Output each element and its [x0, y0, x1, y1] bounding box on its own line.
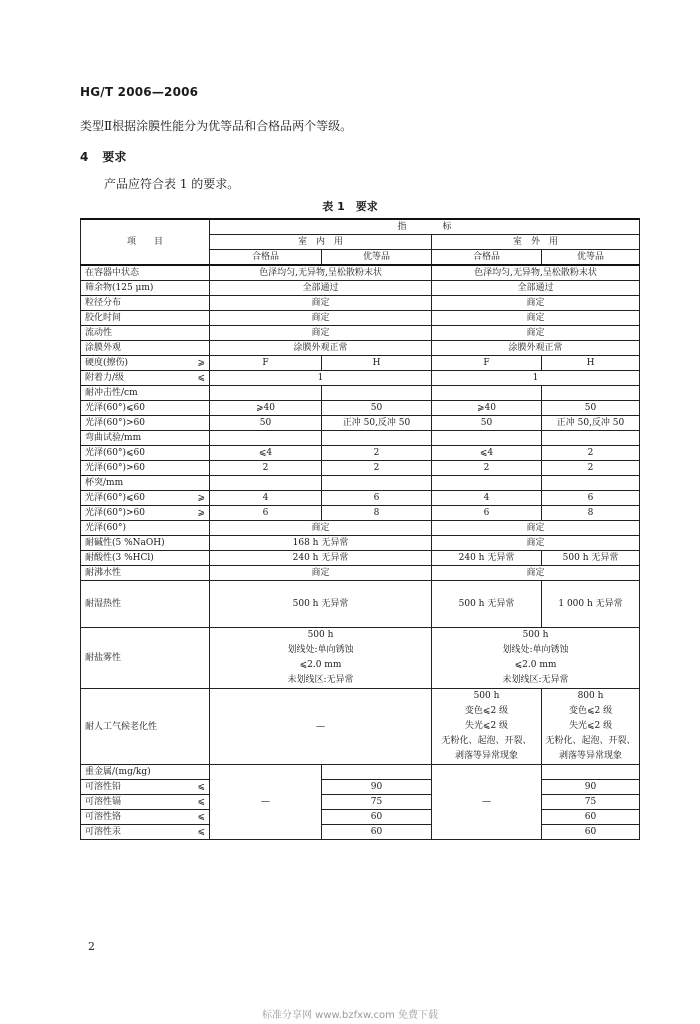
table-row [81, 401, 640, 416]
row-sublabel [81, 825, 210, 840]
row-label [81, 371, 210, 386]
cell: 50 [210, 416, 322, 431]
cell: 6 [322, 491, 432, 506]
row-label: 耐盐雾性 [81, 628, 210, 689]
cell: 涂膜外观正常 [432, 341, 640, 356]
cell [542, 476, 640, 491]
cell-line: 剥落等异常现象 [559, 751, 623, 761]
cell-line: 500 h [307, 630, 334, 640]
table-row [81, 326, 640, 341]
cell: 75 [322, 795, 432, 810]
cell [322, 476, 432, 491]
cell: 240 h 无异常 [432, 551, 542, 566]
row-label-text: 硬度(擦伤) [85, 358, 129, 368]
cell: 商定 [210, 296, 432, 311]
row-sublabel [81, 780, 210, 795]
cell: — [210, 689, 432, 765]
row-sublabel-text: 可溶性铬 [85, 812, 122, 822]
row-label: 耐冲击性/cm [81, 386, 210, 401]
le-symbol: ⩽ [197, 782, 205, 792]
cell: 商定 [210, 566, 432, 581]
cell: 2 [322, 461, 432, 476]
cell [432, 628, 640, 689]
row-label: 流动性 [81, 326, 210, 341]
cell: 1 000 h 无异常 [542, 581, 640, 628]
cell: 2 [542, 446, 640, 461]
cell [322, 386, 432, 401]
row-label: 耐碱性(5 %NaOH) [81, 536, 210, 551]
cell [210, 628, 432, 689]
cell: 60 [542, 825, 640, 840]
cell: F [210, 356, 322, 371]
table-row [81, 765, 640, 780]
cell: 168 h 无异常 [210, 536, 432, 551]
header-qualified: 合格品 [210, 250, 322, 266]
le-symbol: ⩽ [197, 827, 205, 837]
cell: 8 [542, 506, 640, 521]
requirements-table [80, 218, 640, 840]
table-row [81, 536, 640, 551]
cell-line: 未划线区:无异常 [502, 675, 569, 685]
cell [542, 689, 640, 765]
cell: 8 [322, 506, 432, 521]
ge-symbol: ⩾ [197, 358, 205, 368]
cell: 2 [542, 461, 640, 476]
row-label: 重金属/(mg/kg) [81, 765, 210, 780]
cell: 商定 [432, 311, 640, 326]
table-row [81, 566, 640, 581]
cell-line: 划线处:单向锈蚀 [287, 645, 354, 655]
cell: H [322, 356, 432, 371]
standard-number: HG/T 2006—2006 [80, 85, 199, 99]
cell [210, 386, 322, 401]
cell: 50 [542, 401, 640, 416]
ge-symbol: ⩾ [197, 508, 205, 518]
table-row [81, 628, 640, 689]
row-sublabel: 光泽(60°)>60 [81, 461, 210, 476]
table-row [81, 551, 640, 566]
cell-line: 变色⩽2 级 [568, 706, 613, 716]
row-label: 光泽(60°) [81, 521, 210, 536]
section-number: 4 [80, 150, 89, 164]
cell: 2 [432, 461, 542, 476]
table-row [81, 371, 640, 386]
cell-line: 800 h [577, 691, 604, 701]
table-row [81, 581, 640, 628]
header-superior: 优等品 [542, 250, 640, 266]
header-index: 指 标 [210, 219, 640, 235]
cell: 商定 [432, 521, 640, 536]
cell-line: ⩽2.0 mm [514, 660, 557, 670]
cell [322, 431, 432, 446]
row-label: 胶化时间 [81, 311, 210, 326]
row-label [81, 356, 210, 371]
row-sublabel [81, 506, 210, 521]
cell-line: 500 h [473, 691, 500, 701]
cell: 正冲 50,反冲 50 [322, 416, 432, 431]
cell: H [542, 356, 640, 371]
cell: 色泽均匀,无异物,呈松散粉末状 [432, 265, 640, 281]
cell: 商定 [432, 326, 640, 341]
le-symbol: ⩽ [197, 812, 205, 822]
cell: 50 [432, 416, 542, 431]
cell: F [432, 356, 542, 371]
cell [542, 765, 640, 780]
cell: 商定 [210, 521, 432, 536]
table-row [81, 795, 640, 810]
cell: 500 h 无异常 [210, 581, 432, 628]
cell [210, 476, 322, 491]
cell: 60 [322, 825, 432, 840]
cell: 色泽均匀,无异物,呈松散粉末状 [210, 265, 432, 281]
cell: 1 [432, 371, 640, 386]
cell [542, 386, 640, 401]
table-row [81, 341, 640, 356]
row-label: 杯突/mm [81, 476, 210, 491]
header-outdoor: 室 外 用 [432, 235, 640, 250]
table-row [81, 431, 640, 446]
cell: ⩾40 [432, 401, 542, 416]
header-item: 项 目 [81, 219, 210, 265]
row-sublabel-text: 光泽(60°)⩽60 [85, 493, 145, 503]
watermark: 标准分享网 www.bzfxw.com 免费下载 [262, 1010, 438, 1021]
row-label: 耐湿热性 [81, 581, 210, 628]
cell: 500 h 无异常 [542, 551, 640, 566]
cell [432, 689, 542, 765]
row-sublabel [81, 491, 210, 506]
cell [210, 431, 322, 446]
cell-line: 失光⩽2 级 [464, 721, 509, 731]
row-sublabel [81, 810, 210, 825]
paragraph-type2: 类型Ⅱ根据涂膜性能分为优等品和合格品两个等级。 [80, 119, 353, 133]
ge-symbol: ⩾ [197, 493, 205, 503]
table-row [81, 386, 640, 401]
cell: 2 [210, 461, 322, 476]
cell: 正冲 50,反冲 50 [542, 416, 640, 431]
table-row [81, 265, 640, 281]
cell-line: 划线处:单向锈蚀 [502, 645, 569, 655]
row-label: 弯曲试验/mm [81, 431, 210, 446]
cell: 240 h 无异常 [210, 551, 432, 566]
cell: — [210, 765, 322, 840]
cell [432, 476, 542, 491]
row-sublabel [81, 795, 210, 810]
cell: 全部通过 [210, 281, 432, 296]
table-row [81, 296, 640, 311]
cell: 75 [542, 795, 640, 810]
table-row [81, 281, 640, 296]
cell [322, 765, 432, 780]
cell [432, 386, 542, 401]
table-row [81, 311, 640, 326]
table-row [81, 446, 640, 461]
cell: 90 [542, 780, 640, 795]
cell-line: 未划线区:无异常 [287, 675, 354, 685]
cell: 涂膜外观正常 [210, 341, 432, 356]
cell-line: 无粉化、起泡、开裂、 [545, 736, 636, 746]
cell: 500 h 无异常 [432, 581, 542, 628]
cell: 商定 [210, 326, 432, 341]
table-row [81, 491, 640, 506]
row-sublabel-text: 可溶性镉 [85, 797, 122, 807]
cell: 商定 [432, 566, 640, 581]
cell: 90 [322, 780, 432, 795]
cell-line: 无粉化、起泡、开裂、 [441, 736, 532, 746]
header-superior: 优等品 [322, 250, 432, 266]
cell-line: 剥落等异常现象 [454, 751, 518, 761]
cell: 4 [210, 491, 322, 506]
cell: 50 [322, 401, 432, 416]
cell: 6 [432, 506, 542, 521]
cell: 商定 [432, 536, 640, 551]
section-title: 要求 [102, 150, 127, 164]
row-sublabel: 光泽(60°)⩽60 [81, 401, 210, 416]
cell: ⩾40 [210, 401, 322, 416]
row-label: 涂膜外观 [81, 341, 210, 356]
cell-line: ⩽2.0 mm [299, 660, 342, 670]
table-row [81, 780, 640, 795]
cell: 4 [432, 491, 542, 506]
cell: 2 [322, 446, 432, 461]
table-row [81, 476, 640, 491]
section-heading [80, 148, 126, 165]
row-sublabel-text: 光泽(60°)>60 [85, 508, 145, 518]
cell: 6 [542, 491, 640, 506]
table-row [81, 689, 640, 765]
cell: 商定 [432, 296, 640, 311]
row-label: 耐酸性(3 %HCl) [81, 551, 210, 566]
table-row [81, 506, 640, 521]
row-sublabel-text: 可溶性汞 [85, 827, 122, 837]
header-indoor: 室 内 用 [210, 235, 432, 250]
cell-line: 失光⩽2 级 [568, 721, 613, 731]
table-row [81, 521, 640, 536]
cell-line: 变色⩽2 级 [464, 706, 509, 716]
cell: ⩽4 [432, 446, 542, 461]
le-symbol: ⩽ [197, 373, 205, 383]
cell: — [432, 765, 542, 840]
table-row [81, 825, 640, 840]
cell-line: 500 h [522, 630, 549, 640]
cell: 1 [210, 371, 432, 386]
row-sublabel: 光泽(60°)⩽60 [81, 446, 210, 461]
row-label: 耐沸水性 [81, 566, 210, 581]
cell: 60 [322, 810, 432, 825]
cell [542, 431, 640, 446]
row-label: 耐人工气候老化性 [81, 689, 210, 765]
row-sublabel-text: 可溶性铅 [85, 782, 122, 792]
row-label-text: 附着力/级 [85, 373, 125, 383]
cell: 60 [542, 810, 640, 825]
row-label: 粒径分布 [81, 296, 210, 311]
table-row [81, 356, 640, 371]
cell: 全部通过 [432, 281, 640, 296]
cell: 商定 [210, 311, 432, 326]
table-row [81, 810, 640, 825]
cell: ⩽4 [210, 446, 322, 461]
page-number: 2 [88, 940, 95, 953]
cell: 6 [210, 506, 322, 521]
row-label: 筛余物(125 μm) [81, 281, 210, 296]
le-symbol: ⩽ [197, 797, 205, 807]
header-qualified: 合格品 [432, 250, 542, 266]
paragraph-requirement: 产品应符合表 1 的要求。 [104, 177, 240, 191]
row-label: 在容器中状态 [81, 265, 210, 281]
table-row [81, 416, 640, 431]
row-sublabel: 光泽(60°)>60 [81, 416, 210, 431]
table-caption: 表 1 要求 [322, 200, 378, 213]
cell [432, 431, 542, 446]
table-row [81, 461, 640, 476]
